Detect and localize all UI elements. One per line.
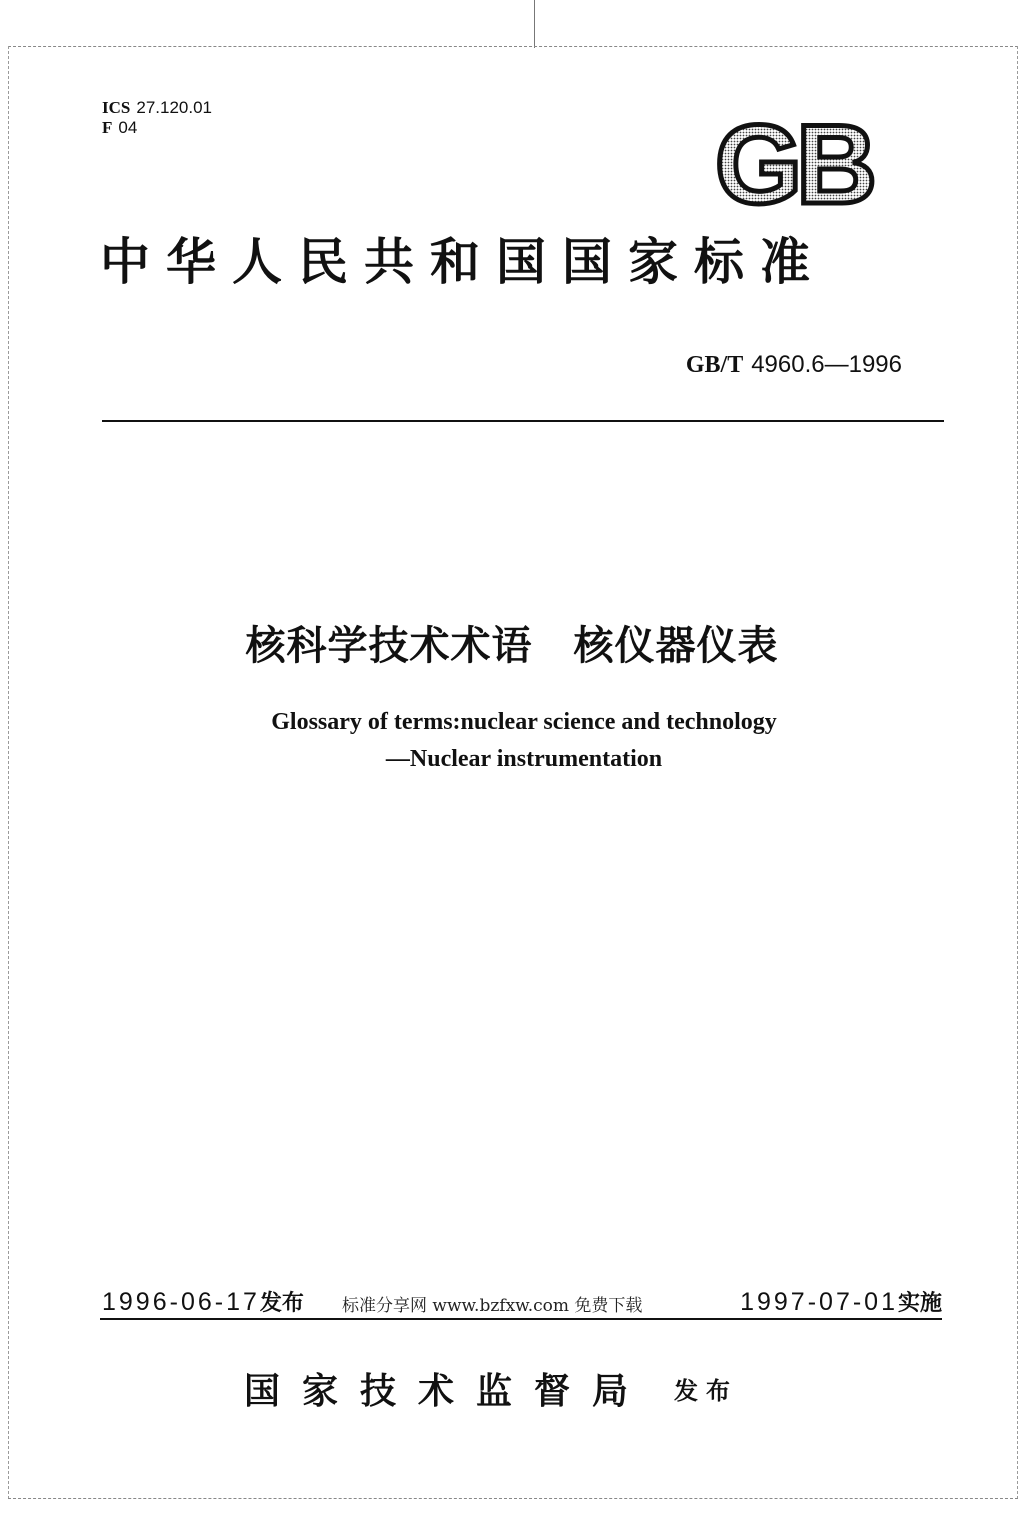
implementation-date bbox=[740, 1286, 942, 1317]
page-border-bottom bbox=[8, 1498, 1018, 1499]
watermark-text: 标准分享网 www.bzfxw.com 免费下载 bbox=[342, 1296, 643, 1316]
implementation-label: 实施 bbox=[897, 1291, 942, 1316]
standard-prefix: GB/T bbox=[685, 352, 744, 378]
issue-date-value: 1996-06-17 bbox=[102, 1288, 260, 1316]
gb-logo-icon bbox=[700, 113, 886, 213]
publisher-action: 发布 bbox=[674, 1377, 739, 1405]
publisher-organization: 国家技术监督局 bbox=[244, 1370, 651, 1412]
english-title-line2: —Nuclear instrumentation bbox=[385, 746, 663, 772]
header-divider bbox=[102, 420, 944, 422]
page-border-top bbox=[8, 46, 1018, 47]
publisher bbox=[244, 1363, 738, 1414]
english-title bbox=[0, 704, 1024, 778]
ccs-line bbox=[102, 118, 212, 138]
issue-label: 发布 bbox=[259, 1291, 304, 1316]
issue-date bbox=[102, 1286, 304, 1317]
ics-label: ICS bbox=[102, 98, 131, 117]
ics-code: 27.120.01 bbox=[136, 98, 212, 117]
ics-line bbox=[102, 98, 212, 118]
national-standard-title: 中华人民共和国国家标准 bbox=[100, 232, 826, 291]
standard-number bbox=[686, 350, 902, 379]
english-title-line1: Glossary of terms:nuclear science and technology bbox=[271, 709, 777, 735]
implementation-date-value: 1997-07-01 bbox=[740, 1288, 898, 1316]
date-divider bbox=[100, 1318, 942, 1320]
fold-mark bbox=[534, 0, 535, 48]
ccs-label: F bbox=[102, 118, 113, 137]
standard-code: 4960.6—1996 bbox=[751, 351, 902, 378]
classification-codes bbox=[102, 98, 212, 138]
date-line bbox=[102, 1284, 942, 1318]
svg-text:GB: GB bbox=[715, 113, 871, 213]
ccs-code: 04 bbox=[118, 118, 138, 137]
chinese-title: 核科学技术术语 核仪器仪表 bbox=[245, 623, 779, 669]
